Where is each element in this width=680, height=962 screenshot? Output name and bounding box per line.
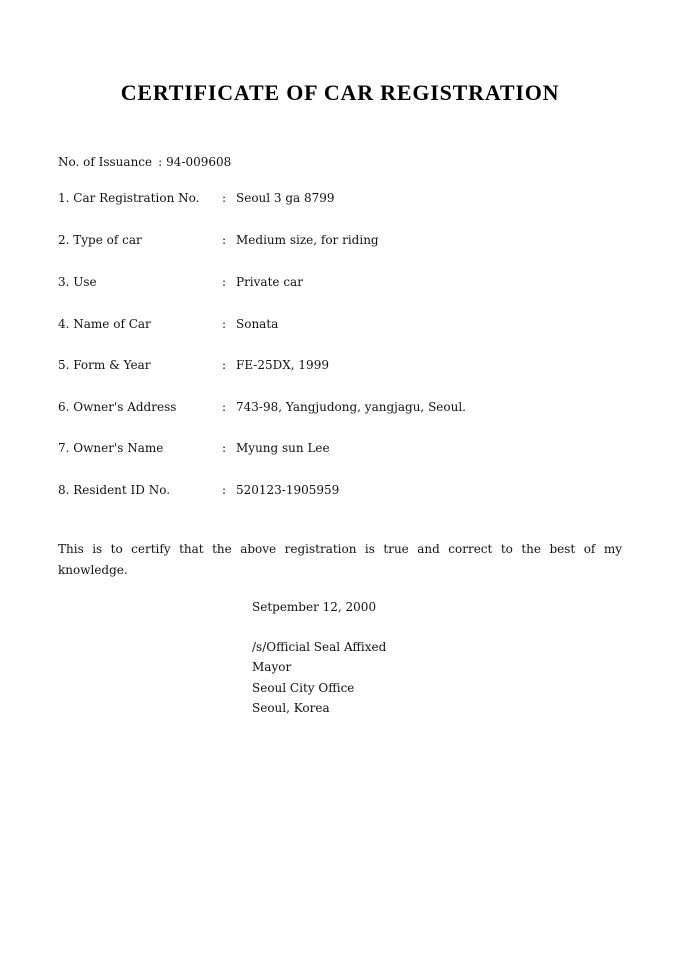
field-colon: :: [222, 483, 227, 497]
field-type-of-car: [58, 233, 638, 249]
field-value: Medium size, for riding: [236, 233, 379, 247]
signatory-position: Mayor: [252, 660, 292, 674]
field-owners-name: [58, 441, 638, 457]
certification-statement: This is to certify that the above registration is true and correct to the best of my knowledge.: [58, 542, 622, 577]
field-value: 520123-1905959: [236, 483, 340, 497]
field-name-of-car: [58, 317, 638, 333]
field-label: 4. Name of Car: [58, 317, 151, 331]
issuance-number: [58, 155, 231, 169]
field-value: Private car: [236, 275, 303, 289]
field-label: 3. Use: [58, 275, 97, 289]
field-colon: :: [222, 275, 227, 289]
field-form-year: [58, 358, 638, 374]
official-seal-line: /s/Official Seal Affixed: [252, 640, 387, 654]
field-label: 2. Type of car: [58, 233, 142, 247]
field-label: 6. Owner's Address: [58, 400, 177, 414]
field-label: 8. Resident ID No.: [58, 483, 171, 497]
field-colon: :: [222, 358, 227, 372]
field-use: [58, 275, 638, 291]
field-colon: :: [222, 233, 227, 247]
issuance-value: 94-009608: [166, 155, 232, 169]
issuance-label: No. of Issuance: [58, 155, 153, 169]
field-label: 5. Form & Year: [58, 358, 151, 372]
field-resident-id-no: [58, 483, 638, 499]
signatory-office: Seoul City Office: [252, 681, 355, 695]
field-value: Myung sun Lee: [236, 441, 330, 455]
field-colon: :: [222, 191, 227, 205]
issue-date: Setpember 12, 2000: [252, 600, 377, 614]
field-colon: :: [222, 400, 227, 414]
field-value: 743-98, Yangjudong, yangjagu, Seoul.: [236, 400, 466, 414]
field-colon: :: [222, 441, 227, 455]
issuance-colon: :: [158, 155, 163, 169]
field-value: FE-25DX, 1999: [236, 358, 329, 372]
field-colon: :: [222, 317, 227, 331]
document-title: CERTIFICATE OF CAR REGISTRATION: [120, 80, 560, 105]
signatory-location: Seoul, Korea: [252, 701, 330, 715]
field-label: 7. Owner's Name: [58, 441, 164, 455]
field-value: Sonata: [236, 317, 279, 331]
field-car-registration-no: [58, 191, 638, 207]
field-owners-address: [58, 400, 638, 416]
field-label: 1. Car Registration No.: [58, 191, 200, 205]
field-value: Seoul 3 ga 8799: [236, 191, 335, 205]
